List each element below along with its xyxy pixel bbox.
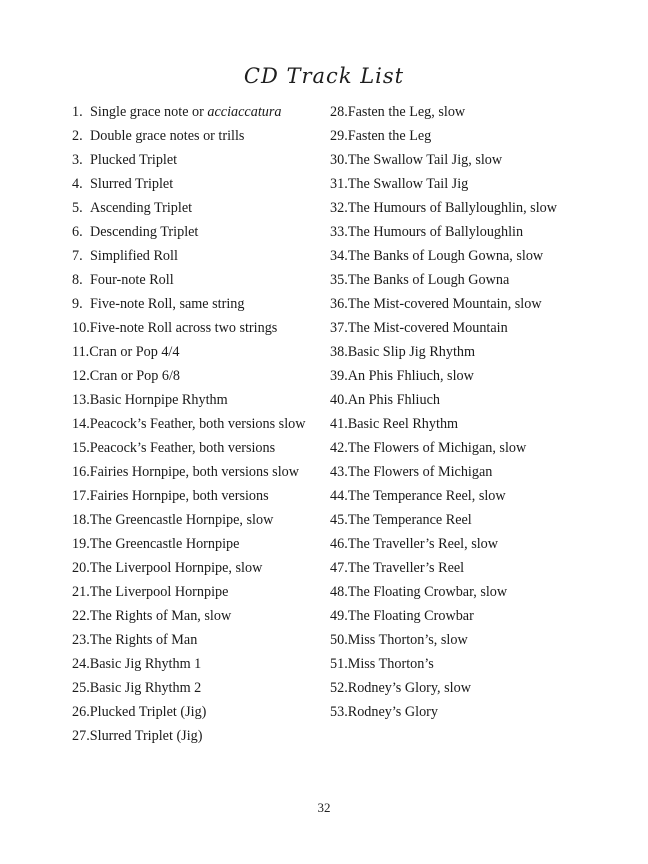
track-item xyxy=(72,220,305,244)
track-title xyxy=(348,580,507,604)
track-title-text: The Humours of Ballyloughlin, slow xyxy=(347,200,557,216)
track-item xyxy=(72,244,305,268)
track-title xyxy=(348,436,527,460)
track-title-text: The Humours of Ballyloughlin xyxy=(347,224,524,240)
track-title-text: The Swallow Tail Jig xyxy=(347,176,469,192)
track-title-text: Cran or Pop 4/4 xyxy=(89,344,180,360)
track-list-right xyxy=(330,100,557,724)
track-item xyxy=(72,172,305,196)
track-item xyxy=(330,340,557,364)
track-title xyxy=(348,124,432,148)
track-title-text: The Liverpool Hornpipe xyxy=(89,584,229,600)
track-item xyxy=(330,196,557,220)
track-title xyxy=(348,652,434,676)
track-title xyxy=(90,460,299,484)
track-title-text: The Temperance Reel xyxy=(347,512,472,528)
track-number: 4. xyxy=(72,176,83,192)
track-item xyxy=(330,412,557,436)
track-title xyxy=(348,148,502,172)
track-item xyxy=(72,556,305,580)
track-number: 20. xyxy=(72,560,90,576)
track-title xyxy=(90,316,278,340)
track-title xyxy=(348,412,458,436)
track-item xyxy=(72,532,305,556)
track-title-text: Peacock’s Feather, both versions slow xyxy=(89,416,306,432)
track-number: 2. xyxy=(72,128,83,144)
track-title-text: Fairies Hornpipe, both versions xyxy=(89,488,269,504)
track-title xyxy=(348,316,508,340)
track-title-text: Ascending Triplet xyxy=(90,200,193,216)
track-title-text: The Rights of Man, slow xyxy=(89,608,232,624)
track-item xyxy=(72,580,305,604)
track-number: 1. xyxy=(72,104,83,120)
track-number: 40. xyxy=(330,392,348,408)
track-number: 26. xyxy=(72,704,90,720)
track-title-text: Five-note Roll, same string xyxy=(90,296,245,312)
track-title-text: Rodney’s Glory, slow xyxy=(347,680,471,696)
track-number: 3. xyxy=(72,152,83,168)
track-item xyxy=(330,364,557,388)
track-title-text: Plucked Triplet xyxy=(90,152,178,168)
track-item xyxy=(72,628,305,652)
track-item xyxy=(330,220,557,244)
track-title-text: Plucked Triplet (Jig) xyxy=(89,704,207,720)
track-title xyxy=(90,628,198,652)
track-item xyxy=(72,388,305,412)
track-item xyxy=(330,484,557,508)
track-number: 45. xyxy=(330,512,348,528)
track-title-italic: acciaccatura xyxy=(207,104,282,120)
track-title-text: The Floating Crowbar, slow xyxy=(347,584,508,600)
track-title-text: The Swallow Tail Jig, slow xyxy=(347,152,503,168)
track-title xyxy=(90,388,228,412)
track-item xyxy=(72,364,305,388)
track-title xyxy=(90,100,281,124)
track-title xyxy=(90,412,306,436)
track-title-text: An Phis Fhliuch, slow xyxy=(347,368,474,384)
track-number: 44. xyxy=(330,488,348,504)
track-title xyxy=(90,124,244,148)
track-number: 16. xyxy=(72,464,90,480)
track-item xyxy=(330,652,557,676)
track-number: 24. xyxy=(72,656,90,672)
track-title-text: Basic Reel Rhythm xyxy=(347,416,459,432)
track-title xyxy=(348,196,557,220)
track-item xyxy=(72,412,305,436)
track-number: 38. xyxy=(330,344,348,360)
track-item xyxy=(330,508,557,532)
track-number: 52. xyxy=(330,680,348,696)
track-title xyxy=(348,172,469,196)
track-title-text: The Greencastle Hornpipe xyxy=(89,536,240,552)
track-title xyxy=(348,484,506,508)
track-number: 29. xyxy=(330,128,348,144)
track-title-text: Four-note Roll xyxy=(90,272,174,288)
track-number: 18. xyxy=(72,512,90,528)
track-item xyxy=(72,196,305,220)
track-number: 10. xyxy=(72,320,90,336)
track-title xyxy=(90,436,275,460)
track-title xyxy=(90,652,202,676)
track-title-text: Fasten the Leg xyxy=(347,128,432,144)
track-item xyxy=(330,532,557,556)
track-title xyxy=(348,460,493,484)
track-title-text: The Rights of Man xyxy=(89,632,198,648)
track-item xyxy=(330,148,557,172)
track-title-text: The Traveller’s Reel, slow xyxy=(347,536,498,552)
track-number: 30. xyxy=(330,152,348,168)
track-item xyxy=(330,604,557,628)
track-title xyxy=(90,364,180,388)
track-number: 19. xyxy=(72,536,90,552)
track-title-text: Peacock’s Feather, both versions xyxy=(89,440,276,456)
track-title xyxy=(90,148,177,172)
track-number: 7. xyxy=(72,248,83,264)
track-item xyxy=(72,652,305,676)
track-item xyxy=(72,604,305,628)
track-number: 43. xyxy=(330,464,348,480)
track-title-text: Slurred Triplet (Jig) xyxy=(89,728,203,744)
track-item xyxy=(72,484,305,508)
track-number: 46. xyxy=(330,536,348,552)
track-title xyxy=(348,244,543,268)
track-title xyxy=(348,388,440,412)
track-title xyxy=(90,292,244,316)
track-item xyxy=(330,244,557,268)
track-number: 50. xyxy=(330,632,348,648)
track-item xyxy=(330,124,557,148)
track-number: 41. xyxy=(330,416,348,432)
track-number: 51. xyxy=(330,656,348,672)
track-title xyxy=(348,532,498,556)
track-item xyxy=(72,508,305,532)
track-title-text: Rodney’s Glory xyxy=(347,704,438,720)
track-title xyxy=(348,340,475,364)
track-number: 15. xyxy=(72,440,90,456)
track-title xyxy=(90,268,174,292)
track-title-text: Miss Thorton’s xyxy=(347,656,434,672)
track-item xyxy=(72,340,305,364)
track-number: 23. xyxy=(72,632,90,648)
track-item xyxy=(330,268,557,292)
track-number: 36. xyxy=(330,296,348,312)
track-number: 34. xyxy=(330,248,348,264)
track-item xyxy=(72,700,305,724)
track-number: 37. xyxy=(330,320,348,336)
track-title xyxy=(90,676,202,700)
track-title-text: The Temperance Reel, slow xyxy=(347,488,506,504)
track-item xyxy=(330,436,557,460)
track-number: 5. xyxy=(72,200,83,216)
track-title xyxy=(348,220,523,244)
track-title xyxy=(90,604,231,628)
track-item xyxy=(72,124,305,148)
track-number: 27. xyxy=(72,728,90,744)
track-number: 32. xyxy=(330,200,348,216)
track-title xyxy=(90,556,263,580)
track-title xyxy=(348,676,471,700)
track-title xyxy=(90,532,240,556)
track-number: 33. xyxy=(330,224,348,240)
track-title xyxy=(90,508,274,532)
track-number: 22. xyxy=(72,608,90,624)
track-title-text: Basic Slip Jig Rhythm xyxy=(347,344,476,360)
track-title xyxy=(90,196,192,220)
track-number: 6. xyxy=(72,224,83,240)
track-item xyxy=(72,436,305,460)
track-title xyxy=(348,100,465,124)
track-title xyxy=(90,220,198,244)
track-title-text: The Flowers of Michigan xyxy=(347,464,493,480)
track-item xyxy=(72,460,305,484)
track-title xyxy=(348,508,472,532)
track-item xyxy=(330,460,557,484)
track-title-text: The Mist-covered Mountain xyxy=(347,320,508,336)
track-title xyxy=(348,628,468,652)
track-item xyxy=(72,724,305,748)
track-number: 47. xyxy=(330,560,348,576)
track-title xyxy=(348,604,474,628)
track-title-text: The Banks of Lough Gowna, slow xyxy=(347,248,544,264)
track-item xyxy=(330,100,557,124)
track-number: 13. xyxy=(72,392,90,408)
track-title xyxy=(348,292,542,316)
track-item xyxy=(72,100,305,124)
track-title-text: The Floating Crowbar xyxy=(347,608,474,624)
track-title xyxy=(348,700,438,724)
track-number: 35. xyxy=(330,272,348,288)
track-item xyxy=(330,628,557,652)
track-item xyxy=(330,676,557,700)
track-number: 25. xyxy=(72,680,90,696)
track-number: 8. xyxy=(72,272,83,288)
track-number: 17. xyxy=(72,488,90,504)
track-item xyxy=(330,292,557,316)
track-title-text: Single grace note or xyxy=(90,104,208,120)
track-title xyxy=(90,484,269,508)
track-number: 28. xyxy=(330,104,348,120)
track-title-text: Simplified Roll xyxy=(90,248,178,264)
track-number: 31. xyxy=(330,176,348,192)
track-number: 49. xyxy=(330,608,348,624)
track-title-text: The Mist-covered Mountain, slow xyxy=(347,296,542,312)
track-title-text: Basic Jig Rhythm 2 xyxy=(89,680,202,696)
track-item xyxy=(330,172,557,196)
track-number: 39. xyxy=(330,368,348,384)
track-title-text: Descending Triplet xyxy=(90,224,199,240)
track-number: 12. xyxy=(72,368,90,384)
page-number: 32 xyxy=(317,800,331,815)
track-title xyxy=(90,724,203,748)
track-title xyxy=(90,244,178,268)
track-item xyxy=(330,556,557,580)
track-title xyxy=(348,268,510,292)
track-number: 14. xyxy=(72,416,90,432)
track-title-text: Fasten the Leg, slow xyxy=(347,104,466,120)
track-number: 21. xyxy=(72,584,90,600)
track-number: 9. xyxy=(72,296,83,312)
track-title xyxy=(89,340,179,364)
track-title-text: The Traveller’s Reel xyxy=(347,560,465,576)
track-title-text: The Banks of Lough Gowna xyxy=(347,272,510,288)
track-number: 42. xyxy=(330,440,348,456)
track-list-left xyxy=(72,100,305,748)
track-item xyxy=(330,316,557,340)
track-number: 11. xyxy=(72,344,90,360)
track-number: 48. xyxy=(330,584,348,600)
track-item xyxy=(72,316,305,340)
track-title-text: The Liverpool Hornpipe, slow xyxy=(89,560,263,576)
track-item xyxy=(330,700,557,724)
page-title: CD Track List xyxy=(243,64,405,88)
track-title-text: Slurred Triplet xyxy=(90,176,174,192)
track-title-text: Miss Thorton’s, slow xyxy=(347,632,468,648)
track-title xyxy=(348,556,464,580)
track-title-text: Fairies Hornpipe, both versions slow xyxy=(89,464,299,480)
track-number: 53. xyxy=(330,704,348,720)
track-item xyxy=(72,676,305,700)
track-title-text: An Phis Fhliuch xyxy=(347,392,440,408)
track-title-text: Cran or Pop 6/8 xyxy=(89,368,180,384)
track-item xyxy=(72,292,305,316)
track-title-text: The Flowers of Michigan, slow xyxy=(347,440,527,456)
track-title xyxy=(90,172,173,196)
track-title xyxy=(90,580,229,604)
track-title-text: Double grace notes or trills xyxy=(90,128,245,144)
track-item xyxy=(330,580,557,604)
track-title-text: The Greencastle Hornpipe, slow xyxy=(89,512,274,528)
track-item xyxy=(72,268,305,292)
track-item xyxy=(72,148,305,172)
track-title xyxy=(90,700,207,724)
track-item xyxy=(330,388,557,412)
track-title-text: Basic Jig Rhythm 1 xyxy=(89,656,202,672)
track-title xyxy=(348,364,474,388)
track-title-text: Five-note Roll across two strings xyxy=(89,320,278,336)
track-title-text: Basic Hornpipe Rhythm xyxy=(89,392,228,408)
